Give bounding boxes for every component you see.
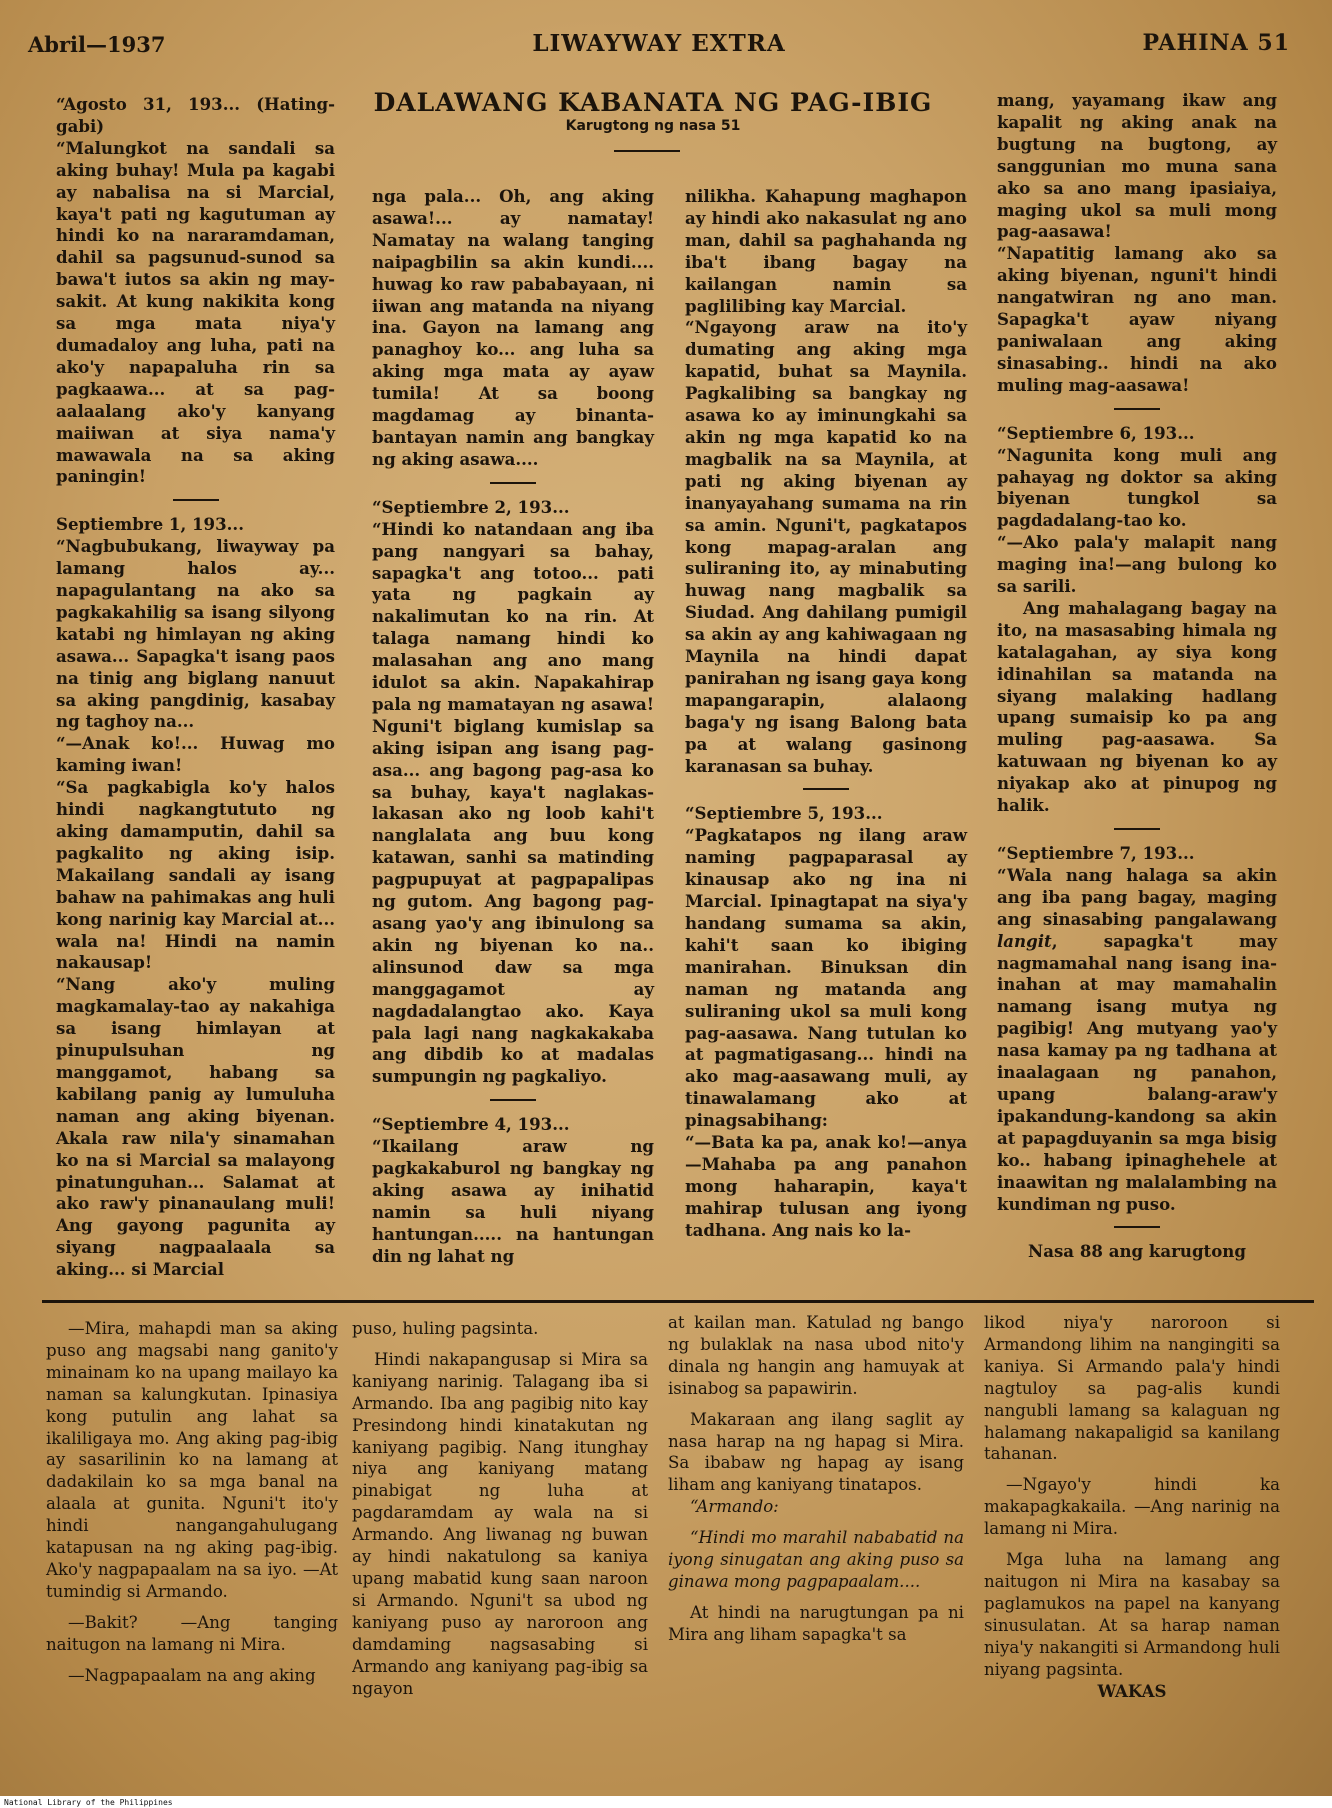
entry-date: “Septiembre 2, 193... [372, 496, 570, 517]
section-separator [1114, 408, 1160, 410]
paragraph: “—Bata ka pa, anak ko!—anya—Mahaba pa ang panahon mong haharapin, kaya't mahirap tulusan ang iyong tadhana. Ang nais ko la- [685, 1132, 967, 1240]
section-separator [1114, 1226, 1160, 1228]
paragraph: “Malungkot na sandali sa aking buhay! Mula pa kagabi ay nabalisa na si Marcial, kaya't pati ng kagutuman ay hindi ko na nararamdaman, dahil sa pagsunud-sunod sa bawa't iutos sa akin ng may-sakit. At kung nakikita kong sa mga mata niya'y dumadaloy ang luha, pati na ako'y napapaluha rin sa pagkaawa... at sa pag-aalaalang ako'y kanyang maiiwan at siya nama'y mawawala na sa aking paningin! [56, 137, 335, 487]
story-title: DALAWANG KABANATA NG PAG-IBIG [373, 88, 933, 117]
bottom-column-4 [984, 1312, 1280, 1702]
paragraph: —Ngayo'y hindi ka makapagkakaila. —Ang narinig na lamang ni Mira. [984, 1475, 1280, 1539]
paragraph: —Bakit? —Ang tanging naitugon na lamang ni Mira. [46, 1612, 338, 1654]
paragraph: “Sa pagkabigla ko'y halos hindi nagkangtututo ng aking damamputin, dahil sa pagkalito ng aking isip. Makailang sandali ay isang bahaw na pahimakas ang huli kong narinig kay Marcial at... wala na! Hindi na namin nakausap! [56, 777, 335, 973]
paragraph: At hindi na narugtungan pa ni Mira ang liham sapagka't sa [668, 1602, 964, 1644]
section-separator [173, 499, 219, 501]
header-date: Abril—1937 [28, 32, 166, 57]
paragraph: mang, yayamang ikaw ang kapalit ng aking anak na bugtung na bugtong, ay sanggunian mo muna sana ako sa ano mang ipasiaiya, maging ukol sa muli mong pag-aasawa! [997, 90, 1277, 242]
section-separator [803, 788, 849, 790]
paragraph: nga pala... Oh, ang aking asawa!... ay namatay! Namatay na walang tanging naipagbilin sa akin kundi.... huwag ko raw pababayaan, ni iiwan ang matanda na niyang ina. Gayon na lamang ang panaghoy ko... ang luha sa aking mga mata ay ayaw tumila! At sa boong magdamag ay binanta-bantayan namin ang bangkay ng aking asawa.... [372, 186, 654, 469]
letter-text: “Hindi mo marahil nababatid na iyong sinugatan ang aking puso sa ginawa mong pagpapaalam.... [668, 1528, 964, 1591]
column-1 [56, 94, 335, 1281]
column-3 [685, 186, 967, 1242]
paragraph: “Ikailang araw ng pagkakaburol ng bangkay ng aking asawa ay inihatid namin sa huli niyang hantungan..... na hantungan din ng lahat ng [372, 1136, 654, 1266]
paragraph: “Hindi ko natandaan ang iba pang nangyari sa bahay, sapagka't ang totoo... pati yata ng pagkain ay nakalimutan ko na rin. At talaga namang hindi ko malasahan ang ano mang idulot sa akin. Napakahirap pala ng mamatayan ng asawa! Nguni't biglang kumislap sa aking isipan ang isang pag-asa... ang bagong pag-asa ko sa buhay, kaya't naglakas-lakasan ako ng loob kahi't nanglalata ang buu kong katawan, sanhi sa matinding pagpupuyat at pagpapalipas ng gutom. Ang bagong pag-asang yao'y ang ibinulong sa akin ng biyenan ko na.. alinsunod daw sa mga manggagamot ay nagdadalangtao ako. Kaya pala lagi nang nagkakakaba ang dibdib ko at madalas sumpungin ng pagkaliyo. [372, 518, 654, 1087]
paragraph: “Ngayong araw na ito'y dumating ang aking mga kapatid, buhat sa Maynila. Pagkalibing sa bangkay ng asawa ko ay iminungkahi sa akin ng mga kapatid ko na magbalik na sa Maynila, at pati ng aking biyenan ay inanyayahang sumama na rin sa amin. Nguni't, pagkatapos kong mapag-aralan ang suliraning ito, ay minabuting huwag nang magbalik sa Siudad. Ang dahilang pumigil sa akin ay ang kahiwagaan ng Maynila na hindi dapat panirahan ng isang gaya kong mapangarapin, alalaong baga'y ng isang Balong bata pa at walang gasinong karanasan sa buhay. [685, 317, 967, 776]
entry-date: “Septiembre 7, 193... [997, 843, 1195, 863]
scan-credit: National Library of the Philippines [4, 1798, 173, 1807]
paragraph: “—Ako pala'y malapit nang maging ina!—ang bulong ko sa sarili. [997, 532, 1277, 597]
letter-salutation: “Armando: [690, 1497, 779, 1517]
paragraph: at kailan man. Katulad ng bango ng bulaklak na nasa ubod nito'y dinala ng hangin ang hamuyak at isinabog sa papawirin. [668, 1313, 964, 1398]
paragraph [997, 865, 1277, 1216]
column-4 [997, 90, 1277, 1263]
page-header [28, 28, 1290, 64]
paragraph: likod niya'y naroroon si Armandong lihim na nangingiti sa kaniya. Si Armando pala'y hindi nagtuloy sa pag-alis kundi nangubli lamang sa kalaguan ng halamang nakapaligid sa kanilang tahanan. [984, 1313, 1280, 1464]
paragraph: Makaraan ang ilang saglit ay nasa harap na ng hapag si Mira. Sa ibabaw ng hapag ay isang liham ang kaniyang tinatapos. [668, 1409, 964, 1495]
paragraph: “Pagkatapos ng ilang araw naming pagpaparasal ay kinausap ako ng ina ni Marcial. Ipinagtapat na siya'y handang sumama sa akin, kahi't saan ko ibiging manirahan. Binuksan din naman ng matanda ang suliraning ukol sa muli kong pag-aasawa. Nang tutulan ko at pagmatigasang... hindi na ako mag-aasawang muli, ay tinawalamang ako at pinagsabihang: [685, 825, 967, 1131]
header-page-number: PAHINA 51 [1142, 30, 1290, 56]
paragraph: —Mira, mahapdi man sa aking puso ang magsabi nang ganito'y minainam ko na upang mailayo ka naman sa kalungkutan. Ipinasiya kong putulin ang lahat sa ikaliligaya mo. Ang aking pag-ibig ay sasarilinin ko na lamang at dadakilain ko sa mga banal na alaala at gunita. Nguni't ito'y hindi nangangahulugang katapusan na ng aking pag-ibig. Ako'y nagpapaalam na sa iyo. —At tumindig si Armando. [46, 1319, 338, 1601]
entry-date: “Agosto 31, 193... (Hating-gabi) [56, 94, 335, 136]
text-run: , sapagka't may nagmamahal nang isang ina-inahan at may mamahalin namang isang mutya ng pagibig! Ang mutyang yao'y nasa kamay pa ng tadhana at inaalagaan ng panahon, upang balang-araw'y ipakandung-kandong sa akin at papagduyanin sa mga bisig ko.. habang ipinaghehele at inaawitan ng malalambing na kundiman ng puso. [997, 930, 1277, 1214]
bottom-column-2 [352, 1318, 648, 1699]
paragraph: “Nagunita kong muli ang pahayag ng doktor sa aking biyenan tungkol sa pagdadalang-tao ko. [997, 444, 1277, 531]
paragraph: Mga luha na lamang ang naitugon ni Mira na kasabay sa paglamukos na papel na kanyang sinusulatan. At sa harap naman niya'y nakangiti si Armandong huli niyang pagsinta. [984, 1550, 1280, 1679]
paragraph: Ang mahalagang bagay na ito, na masasabing himala ng katalagahan, ay siya kong idinahilan sa matanda na siyang malaking hadlang upang sumaisip ko pa ang muling pag-aasawa. Sa katuwaan ng biyenan ko ay niyakap ako at pinupog ng halik. [997, 597, 1277, 816]
story-continuation-note: Karugtong ng nasa 51 [565, 118, 741, 134]
paragraph: —Nagpapaalam na ang aking [68, 1665, 316, 1685]
section-separator [490, 482, 536, 484]
paragraph: Hindi nakapangusap si Mira sa kaniyang narinig. Talagang iba si Armando. Iba ang pagibig nito kay Presindong hindi kinatakutan ng kaniyang pagibig. Nang itunghay niya ang kaniyang matang pinabigat ng luha at pagdaramdam ay wala na si Armando. Ang liwanag ng buwan ay hindi nakatulong sa kaniya upang mabatid kung saan naroon si Armando. Nguni't sa ubod ng kaniyang puso ay naroroon ang damdaming nagsasabing si Armando ang kaniyang pag-ibig sa ngayon [352, 1349, 648, 1698]
paragraph: “Nagbubukang, liwayway pa lamang halos ay... napagulantang na ako sa pagkakahilig sa isang silyong katabi ng himlayan ng aking asawa... Sapagka't isang paos na tinig ang biglang nanuut sa aking pangdinig, kasabay ng taghoy na... [56, 536, 335, 732]
section-separator [1114, 828, 1160, 830]
paragraph: “Nang ako'y muling magkamalay-tao ay nakahiga sa isang himlayan at pinupulsuhan ng manggamot, habang sa kabilang panig ay lumuluha naman ang aking biyenan. Akala raw nila'y sinamahan ko na si Marcial sa malayong pinatunguhan... Salamat at ako raw'y pinanaulang muli! Ang gayong pagunita ay siyang nagpaalaala sa aking... si Marcial [56, 974, 335, 1280]
section-divider [42, 1300, 1314, 1303]
scan-footer-bar [0, 1796, 1332, 1808]
italic-text-run: langit [997, 930, 1052, 951]
bottom-column-3 [668, 1312, 964, 1646]
paragraph: puso, huling pagsinta. [352, 1319, 539, 1338]
entry-date: Septiembre 1, 193... [56, 514, 244, 535]
title-rule [614, 150, 680, 152]
entry-date: “Septiembre 5, 193... [685, 803, 883, 824]
continued-note: Nasa 88 ang karugtong [1028, 1241, 1246, 1262]
story-end-mark: WAKAS [1097, 1680, 1167, 1701]
section-separator [490, 1099, 536, 1101]
bottom-column-1 [46, 1318, 338, 1687]
paragraph: “Napatitig lamang ako sa aking biyenan, nguni't hindi nangatwiran ng ano man. Sapagka't ayaw niyang paniwalaan ang aking sinasabing.. hindi na ako muling mag-aasawa! [997, 243, 1277, 395]
paragraph: nilikha. Kahapung maghapon ay hindi ako nakasulat ng ano man, dahil sa paghahanda ng iba't ibang bagay na kailangan namin sa paglilibing kay Marcial. [685, 186, 967, 316]
column-2 [372, 186, 654, 1268]
text-run: “Wala nang halaga sa akin ang iba pang bagay, maging ang sinasabing pangalawang [997, 864, 1277, 929]
paragraph: “—Anak ko!... Huwag mo kaming iwan! [56, 733, 335, 776]
entry-date: “Septiembre 4, 193... [372, 1114, 570, 1135]
entry-date: “Septiembre 6, 193... [997, 422, 1195, 443]
header-publication: LIWAYWAY EXTRA [532, 30, 786, 57]
